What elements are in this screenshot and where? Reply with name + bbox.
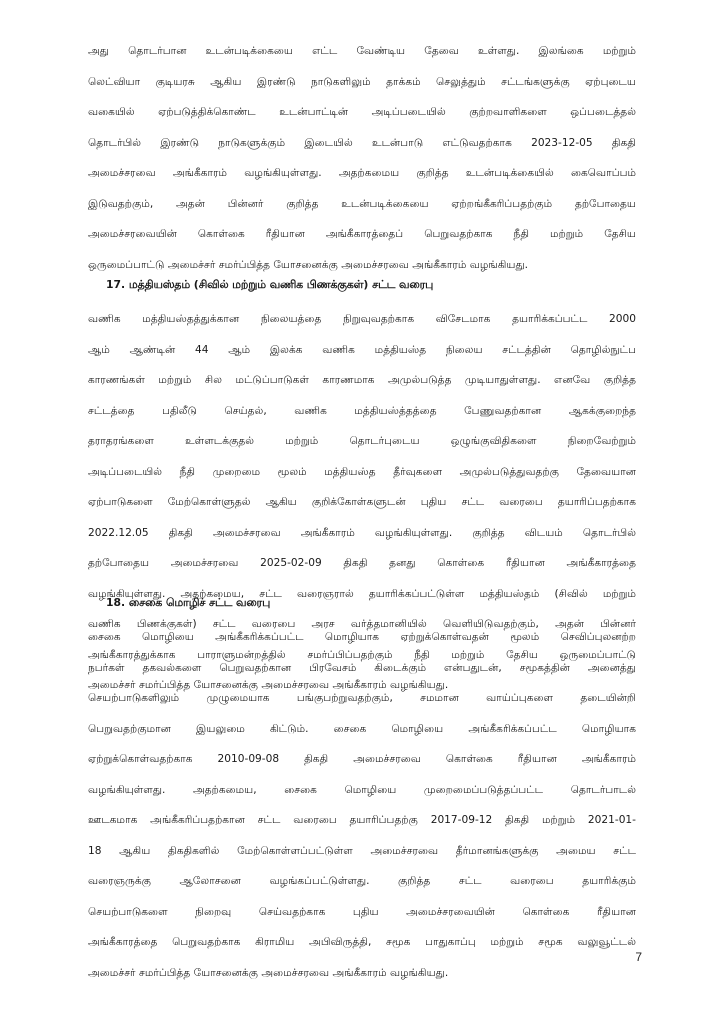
- text-line: அமைச்சரவை அங்கீகாரம் வழங்கியுள்ளது. அதற்கமைய குறித்த உடன்படிக்கையில் கைவொப்பம்: [88, 167, 636, 179]
- text-line: லெட்வியா குடியரசு ஆகிய இரண்டு நாடுகளிலும் தாக்கம் செலுத்தும் சட்டங்களுக்கு ஏற்புடைய: [88, 75, 636, 88]
- text-line: செயற்பாடுகளை நிறைவு செய்வதற்காக புதிய அமைச்சரவையின் கொள்கை ரீதியான: [88, 905, 636, 918]
- text-line: தொடர்பில் இரண்டு நாடுகளுக்கும் இடையில் உடன்பாடு எட்டுவதற்காக 2023-12-05 திகதி: [88, 136, 636, 149]
- text-line: வழங்கியுள்ளது. அதற்கமைய, சட்ட வரைஞரால் தயாரிக்கப்பட்டுள்ள மத்தியஸ்தம் (சிவில் மற்றும்: [88, 587, 636, 600]
- text-line: தற்போதைய அமைச்சரவை 2025-02-09 திகதி தனது கொள்கை ரீதியான அங்கீகாரத்தை: [88, 557, 636, 569]
- paragraph-extradition-agreement: [88, 36, 636, 280]
- text-line: ஆம் ஆண்டின் 44 ஆம் இலக்க வணிக மத்தியஸ்த நிலைய சட்டத்தின் தொழில்நுட்ப: [88, 343, 636, 356]
- text-line: அங்கீகாரத்துக்காக பாராளுமன்றத்தில் சமர்ப்பிப்பதற்கும் நீதி மற்றும் தேசிய ஒருமைப்பாட்டு: [88, 648, 636, 661]
- text-line: அமைச்சரவையின் கொள்கை ரீதியான அங்கீகாரத்தைப் பெறுவதற்காக நீதி மற்றும் தேசிய: [88, 228, 636, 240]
- text-line: சட்டத்தை பதிலீடு செய்தல், வணிக மத்தியஸ்த்தத்தை பேணுவதற்கான ஆகக்குறைந்த: [88, 404, 636, 417]
- text-line: அமைச்சர் சமர்ப்பித்த யோசனைக்கு அமைச்சரவை அங்கீகாரம் வழங்கியது.: [88, 966, 449, 979]
- section-heading-17: 17. மத்தியஸ்தம் (சிவில் மற்றும் வணிக பிணக்குகள்) சட்ட வரைபு: [106, 278, 434, 291]
- text-line: அடிப்படையில் நீதி முறைமை மூலம் மத்தியஸ்த தீர்வுகளை அமுல்படுத்துவதற்கு தேவையான: [88, 465, 636, 478]
- text-line: நபர்கள் தகவல்களை பெறுவதற்கான பிரவேசம் கிடைக்கும் என்பதுடன், சமூகத்தின் அனைத்து: [88, 661, 636, 674]
- text-line: செயற்பாடுகளிலும் முழுமையாக பங்குபற்றுவதற்கும், சமமான வாய்ப்புகளை தடையின்றி: [88, 692, 636, 704]
- text-line: அங்கீகாரத்தை பெறுவதற்காக கிராமிய அபிவிருத்தி, சமூக பாதுகாப்பு மற்றும் சமூக வலுவூட்டல்: [88, 936, 636, 948]
- text-line: வணிக மத்தியஸ்தத்துக்கான நிலையத்தை நிறுவுவதற்காக விசேடமாக தயாரிக்கப்பட்ட 2000: [88, 313, 636, 325]
- text-line: இடுவதற்கும், அதன் பின்னர் குறித்த உடன்படிக்கையை ஏற்றங்கீகரிப்பதற்கும் தற்போதைய: [88, 197, 636, 210]
- text-line: வணிக பிணக்குகள்) சட்ட வரைபை அரச வர்த்தமானியில் வெளியிடுவதற்கும், அதன் பின்னர்: [88, 618, 636, 630]
- text-line: 2022.12.05 திகதி அமைச்சரவை அங்கீகாரம் வழங்கியுள்ளது. குறித்த விடயம் தொடர்பில்: [88, 526, 636, 539]
- text-line: பெறுவதற்குமான இயலுமை கிட்டும். சைகை மொழியை அங்கீகரிக்கப்பட்ட மொழியாக: [88, 722, 636, 735]
- text-line: 18 ஆகிய திகதிகளில் மேற்கொள்ளப்பட்டுள்ள அமைச்சரவை தீர்மானங்களுக்கு அமைய சட்ட: [88, 844, 636, 857]
- section-heading-18: 18. சைகை மொழிச் சட்ட வரைபு: [106, 596, 271, 609]
- text-line: காரணங்கள் மற்றும் சில மட்டுப்பாடுகள் காரணமாக அமுல்படுத்த முடியாதுள்ளது. எனவே குறித்த: [88, 374, 636, 386]
- paragraph-sign-language-bill: [88, 622, 636, 988]
- text-line: தராதரங்களை உள்ளடக்குதல் மற்றும் தொடர்புடைய ஒழுங்குவிதிகளை நிறைவேற்றும்: [88, 435, 636, 447]
- text-line: வகையில் ஏற்படுத்திக்கொண்ட உடன்பாட்டின் அடிப்படையில் குற்றவாளிகளை ஒப்படைத்தல்: [88, 106, 636, 118]
- text-line: சைகை மொழியை அங்கீகரிக்கப்பட்ட மொழியாக ஏற்றுக்கொள்வதன் மூலம் செவிப்புலனற்ற: [88, 631, 636, 643]
- text-line: ஏற்றுக்கொள்வதற்காக 2010-09-08 திகதி அமைச்சரவை கொள்கை ரீதியான அங்கீகாரம்: [88, 753, 636, 765]
- text-line: அது தொடர்பான உடன்படிக்கையை எட்ட வேண்டிய தேவை உள்ளது. இலங்கை மற்றும்: [88, 45, 636, 57]
- text-line: ஒருமைப்பாட்டு அமைச்சர் சமர்ப்பித்த யோசனைக்கு அமைச்சரவை அங்கீகாரம் வழங்கியது.: [88, 258, 529, 271]
- text-line: அமைச்சர் சமர்ப்பித்த யோசனைக்கு அமைச்சரவை அங்கீகாரம் வழங்கியது.: [88, 679, 449, 691]
- text-line: ஏற்பாடுகளை மேற்கொள்ளுதல் ஆகிய குறிக்கோள்களுடன் புதிய சட்ட வரைபை தயாரிப்பதற்காக: [88, 496, 636, 508]
- text-line: வழங்கியுள்ளது. அதற்கமைய, சைகை மொழியை முறைமைப்படுத்தப்பட்ட தொடர்பாடல்: [88, 783, 636, 796]
- text-line: வரைஞருக்கு ஆலோசனை வழங்கப்பட்டுள்ளது. குறித்த சட்ட வரைபை தயாரிக்கும்: [88, 875, 636, 887]
- text-line: ஊடகமாக அங்கீகரிப்பதற்கான சட்ட வரைபை தயாரிப்பதற்கு 2017-09-12 திகதி மற்றும் 2021-01-: [88, 814, 636, 826]
- page-number: 7: [635, 950, 642, 964]
